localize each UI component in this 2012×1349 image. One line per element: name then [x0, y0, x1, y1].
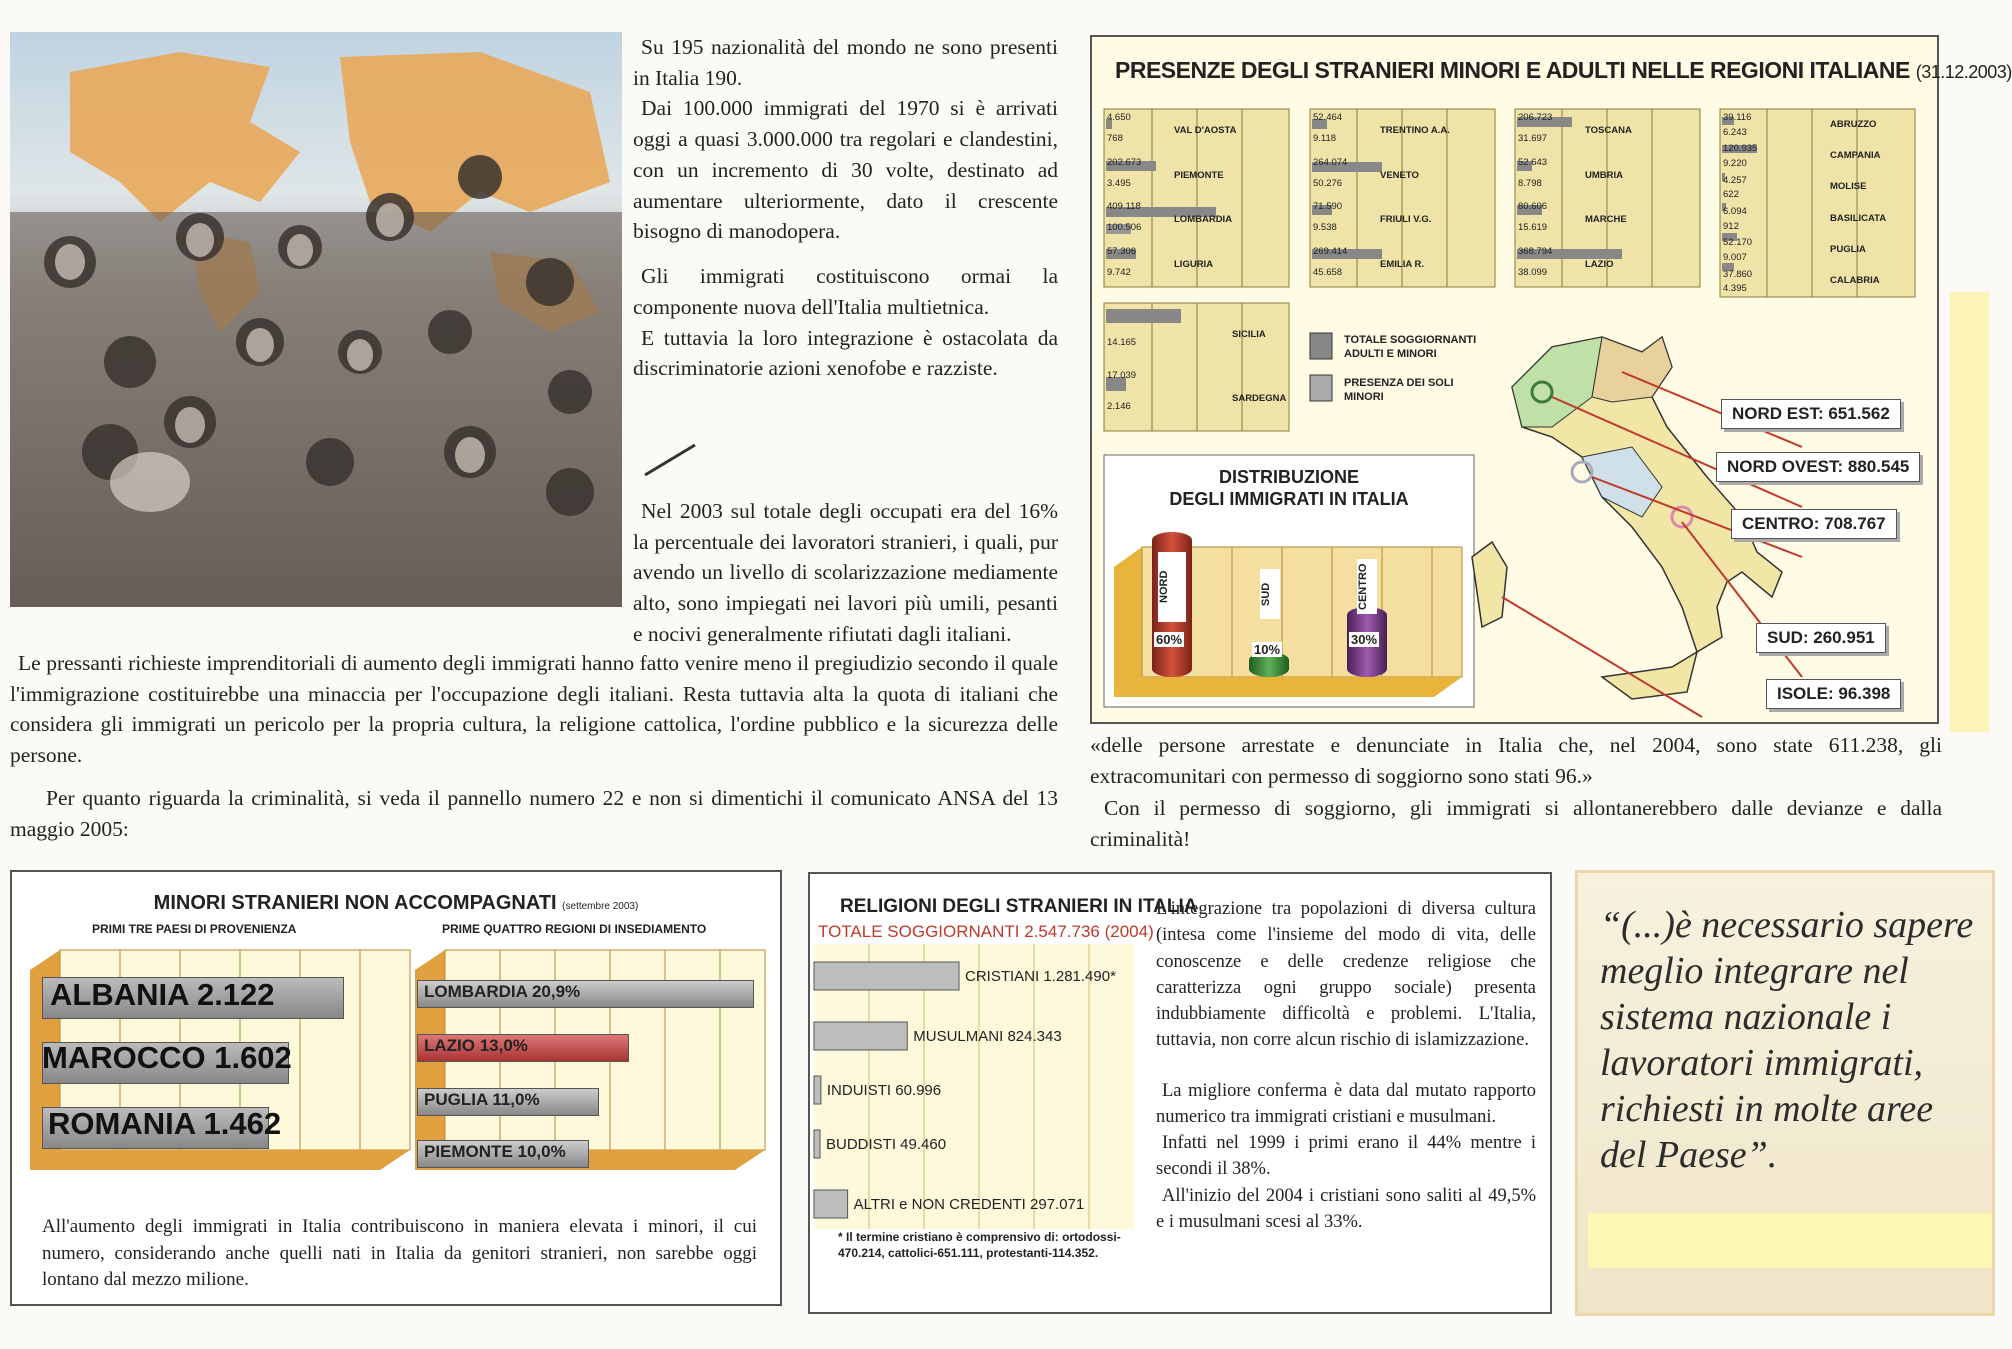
presenze-minors-value: 912	[1723, 220, 1739, 232]
callout-sud: SUD: 260.951	[1756, 623, 1886, 653]
presenze-minors-value: 9.742	[1107, 266, 1131, 278]
country-romania: ROMANIA 1.462	[48, 1106, 282, 1141]
callout-centro: CENTRO: 708.767	[1731, 509, 1897, 539]
presenze-minors-value: 14.165	[1107, 337, 1137, 348]
presenze-total-value: 368.794	[1518, 245, 1553, 257]
presenze-panel-islands	[1104, 303, 1289, 431]
minori-caption: All'aumento degli immigrati in Italia contribuiscono in maniera elevata i minori, il cui numero, considerando anche quelli nati in Italia da genitori stranieri, non sarebbe oggi lontano dal mezzo milione.	[42, 1216, 757, 1291]
presenze-total-value: 4.650	[1107, 112, 1131, 123]
intro-p7: Per quanto riguarda la criminalità, si veda il pannello numero 22 e non si dimentichi il comunicato ANSA del 13 maggio 2005:	[10, 785, 1058, 841]
presenze-region-label: MARCHE	[1585, 214, 1627, 226]
presenze-region-label: MOLISE	[1830, 181, 1867, 193]
presenze-region-label: PIEMONTE	[1174, 169, 1224, 181]
presenze-minors-value: 31.697	[1518, 133, 1548, 145]
presenze-minors-value: 2.146	[1107, 401, 1131, 412]
presenze-total-value: 37.860	[1723, 268, 1753, 280]
cylinder-centro-label: CENTRO	[1357, 559, 1377, 614]
presenze-total-value: 17.039	[1107, 370, 1137, 381]
presenze-total-value: 6.094	[1723, 206, 1747, 217]
intro-p6: Le pressanti richieste imprenditoriali di aumento degli immigrati hanno fatto venire meno il pregiudizio secondo il quale l'immigrazione costituirebbe una minaccia per l'occupazione degli italiani. Resta tuttavia alta la quota di italiani che considera gli immigrati un pericolo per la propria cultura, la religione cattolica, l'ordine pubblico e la sicurezza delle persone.	[10, 651, 1058, 768]
legend-total-swatch	[1310, 333, 1332, 359]
presenze-minors-value: 8.798	[1518, 177, 1542, 189]
presenze-region-label: LOMBARDIA	[1174, 214, 1233, 226]
minori-left-header: PRIMI TRE PAESI DI PROVENIENZA	[92, 922, 297, 936]
minori-box	[10, 870, 782, 1306]
cylinder-centro-value: 30%	[1351, 632, 1378, 647]
presenze-minors-value: 100.506	[1107, 222, 1142, 234]
cylinder-sud-value: 10%	[1254, 642, 1281, 657]
presenze-total-value: 71.590	[1313, 201, 1343, 212]
region-puglia: PUGLIA 11,0%	[424, 1090, 540, 1109]
presenze-minors-value: 9.538	[1313, 222, 1337, 234]
ansa-quote: «delle persone arrestate e denunciate in Italia che, nel 2004, sono state 611.238, gli extracomunitari con permesso di soggiorno sono stati 96.»	[1090, 733, 1942, 788]
religion-bar-label: MUSULMANI 824.343	[913, 1028, 1062, 1045]
country-marocco: MAROCCO 1.602	[42, 1040, 292, 1075]
presenze-minors-value: 6.243	[1723, 126, 1747, 138]
presenze-region-label: PUGLIA	[1830, 244, 1866, 255]
region-piemonte: PIEMONTE 10,0%	[424, 1142, 566, 1161]
religioni-p4: All'inizio del 2004 i cristiani sono saliti al 49,5% e i musulmani scesi al 33%.	[1156, 1185, 1536, 1232]
religion-bar	[814, 1076, 821, 1104]
distribuzione-title	[1104, 467, 1474, 510]
presenze-total-value: 269.414	[1313, 245, 1348, 257]
distribuzione-title-line1: DISTRIBUZIONE	[1218, 467, 1359, 487]
presenze-region-label: VENETO	[1380, 169, 1419, 181]
religion-bar-label: BUDDISTI 49.460	[826, 1136, 947, 1153]
presenze-minors-value: 768	[1107, 133, 1123, 145]
religioni-p3: Infatti nel 1999 i primi erano il 44% mentre i secondi il 38%.	[1156, 1133, 1536, 1180]
presenze-region-label: LIGURIA	[1174, 258, 1214, 270]
quote-box	[1575, 870, 1995, 1316]
presenze-minors-value: 4.395	[1723, 283, 1747, 295]
presenze-region-label: BASILICATA	[1830, 212, 1887, 224]
sticky-strip-right	[1950, 292, 1989, 732]
presenze-total-value: 57.306	[1107, 245, 1137, 257]
intro-p3: Gli immigrati costituiscono ormai la componente nuova dell'Italia multietnica.	[633, 264, 1058, 319]
presenze-total-value: 52.170	[1723, 237, 1753, 249]
presenze-infographic	[1090, 35, 2012, 724]
minori-title	[12, 892, 780, 915]
presenze-minors-value: 38.099	[1518, 266, 1548, 278]
quote-text: “(...)è necessario sapere meglio integrare nel sistema nazionale i lavoratori immigrati, richiesti in molte aree del Paese”.	[1600, 904, 1974, 1176]
religioni-subtitle: TOTALE SOGGIORNANTI 2.547.736 (2004)	[818, 922, 1154, 941]
presenze-minors-value: 9.220	[1723, 158, 1747, 169]
legend-total-label: TOTALE SOGGIORNANTI ADULTI E MINORI	[1344, 334, 1477, 360]
callout-isole: ISOLE: 96.398	[1766, 679, 1901, 709]
presenze-date: (31.12.2003)	[1915, 62, 2012, 82]
presenze-title-text: PRESENZE DEGLI STRANIERI MINORI E ADULTI NELLE REGIONI ITALIANE	[1115, 57, 1910, 83]
presenze-region-label: CAMPANIA	[1830, 150, 1881, 161]
presenze-region-label: CALABRIA	[1830, 275, 1880, 287]
presenze-total-value: 80.606	[1518, 201, 1548, 212]
presenze-region-label: EMILIA R.	[1380, 258, 1424, 270]
presenze-region-label: ABRUZZO	[1830, 118, 1877, 130]
religion-bar-label: INDUISTI 60.996	[826, 1082, 942, 1099]
religioni-p2: La migliore conferma è data dal mutato rapporto numerico tra immigrati cristiani e musulmani.	[1156, 1080, 1536, 1127]
religion-bar-label: ALTRI e NON CREDENTI 297.071	[853, 1196, 1085, 1213]
presenze-region-label: VAL D'AOSTA	[1174, 125, 1237, 137]
intro-column	[633, 32, 1058, 384]
minori-title-text: MINORI STRANIERI NON ACCOMPAGNATI	[153, 892, 557, 914]
callout-nord-est: NORD EST: 651.562	[1721, 399, 1901, 429]
presenze-total-value: 52.464	[1313, 112, 1343, 123]
cylinder-nord-label: NORD	[1158, 552, 1186, 622]
cylinder-sud	[1249, 642, 1289, 677]
country-albania: ALBANIA 2.122	[50, 977, 275, 1012]
presenze-region-label: UMBRIA	[1585, 169, 1623, 181]
intro-p1: Su 195 nazionalità del mondo ne sono presenti in Italia 190.	[633, 35, 1058, 90]
presenze-region-label: TOSCANA	[1585, 125, 1632, 137]
religion-bar	[814, 1190, 848, 1218]
presenze-minors-value: 45.658	[1313, 266, 1343, 278]
minori-date: (settembre 2003)	[562, 901, 639, 912]
handwritten-tick-mark	[640, 440, 700, 480]
religioni-p1: L'integrazione tra popolazioni di diversa cultura (intesa come l'insieme del modo di vita, delle conoscenze e delle credenze religiose che caratterizza ogni gruppo sociale) presenta indubbiamente difficoltà e problemi. L'Italia, tuttavia, non corre alcun rischio di islamizzazione.	[1156, 899, 1536, 1051]
intro-p5: Nel 2003 sul totale degli occupati era del 16% la percentuale dei lavoratori stranieri, i quali, pur avendo un livello di scolarizzazione mediamente alto, sono impiegati nei lavori più umili, pesanti e nocivi generalmente rifiutati dagli italiani.	[633, 499, 1058, 646]
presenze-minors-value: 50.276	[1313, 177, 1343, 189]
presenze-minors-value: 622	[1723, 189, 1739, 201]
ansa-comment: Con il permesso di soggiorno, gli immigrati si allontanerebbero dalle devianze e dalla criminalità!	[1090, 796, 1942, 852]
presenze-total-value: 206.723	[1518, 112, 1553, 123]
presenze-region-label: LAZIO	[1585, 258, 1614, 270]
presenze-region-label: FRIULI V.G.	[1380, 214, 1432, 226]
religioni-title: RELIGIONI DEGLI STRANIERI IN ITALIA	[840, 896, 1198, 917]
presenze-total-value: 52.643	[1518, 156, 1548, 168]
legend-minors-swatch	[1310, 375, 1332, 401]
presenze-region-label: SICILIA	[1232, 329, 1266, 340]
cylinder-nord-value: 60%	[1156, 632, 1183, 647]
religion-bar	[814, 962, 959, 990]
legend-minors-label: PRESENZA DEI SOLI MINORI	[1344, 377, 1454, 403]
presenze-total-value: 202.673	[1107, 156, 1142, 168]
region-lombardia: LOMBARDIA 20,9%	[424, 982, 581, 1001]
presenze-minors-value: 9.007	[1723, 252, 1747, 263]
callout-nord-ovest: NORD OVEST: 880.545	[1716, 452, 1920, 482]
region-lazio: LAZIO 13,0%	[424, 1036, 528, 1055]
pregiudizio-paragraph	[10, 648, 1058, 844]
intro-p4: E tuttavia la loro integrazione è ostacolata da discriminatorie azioni xenofobe e razziste.	[633, 325, 1058, 381]
religioni-box	[808, 872, 1552, 1314]
religioni-note: * Il termine cristiano è comprensivo di: ortodossi-470.214, cattolici-651.111, protestanti-114.352.	[838, 1230, 1121, 1261]
ansa-block	[1090, 730, 1942, 855]
minori-right-header: PRIME QUATTRO REGIONI DI INSEDIAMENTO	[442, 922, 707, 936]
presenze-total-value: 120.935	[1723, 143, 1758, 155]
distribuzione-title-line2: DEGLI IMMIGRATI IN ITALIA	[1169, 488, 1409, 509]
presenze-total-value: 4.257	[1723, 174, 1747, 186]
presenze-minors-value: 15.619	[1518, 222, 1548, 234]
presenze-minors-value: 9.118	[1313, 133, 1337, 145]
sticky-strip-quote	[1588, 1213, 1992, 1268]
intro-p2: Dai 100.000 immigrati del 1970 si è arrivati oggi a quasi 3.000.000 tra regolari e clandestini, con un incremento di 30 volte, destinato ad aumentare ulteriormente, dato il crescente bisogno di manodopera.	[633, 96, 1058, 244]
presenze-total-value: 264.074	[1313, 156, 1348, 168]
presenze-minors-value: 3.495	[1107, 177, 1131, 189]
presenze-total-value: 39.116	[1723, 112, 1752, 123]
religion-bar	[814, 1130, 820, 1158]
cylinder-nord	[1152, 532, 1192, 677]
presenze-total-value: 409.118	[1107, 201, 1141, 212]
cylinder-sud-label: SUD	[1260, 569, 1280, 619]
occupati-paragraph	[10, 496, 1058, 650]
cylinder-centro	[1347, 607, 1387, 677]
religion-bar	[814, 1022, 907, 1050]
presenze-region-label: SARDEGNA	[1232, 393, 1287, 404]
religioni-text	[1156, 896, 1536, 1235]
presenze-region-label: TRENTINO A.A.	[1380, 125, 1450, 137]
religion-bar-label: CRISTIANI 1.281.490*	[965, 968, 1116, 985]
